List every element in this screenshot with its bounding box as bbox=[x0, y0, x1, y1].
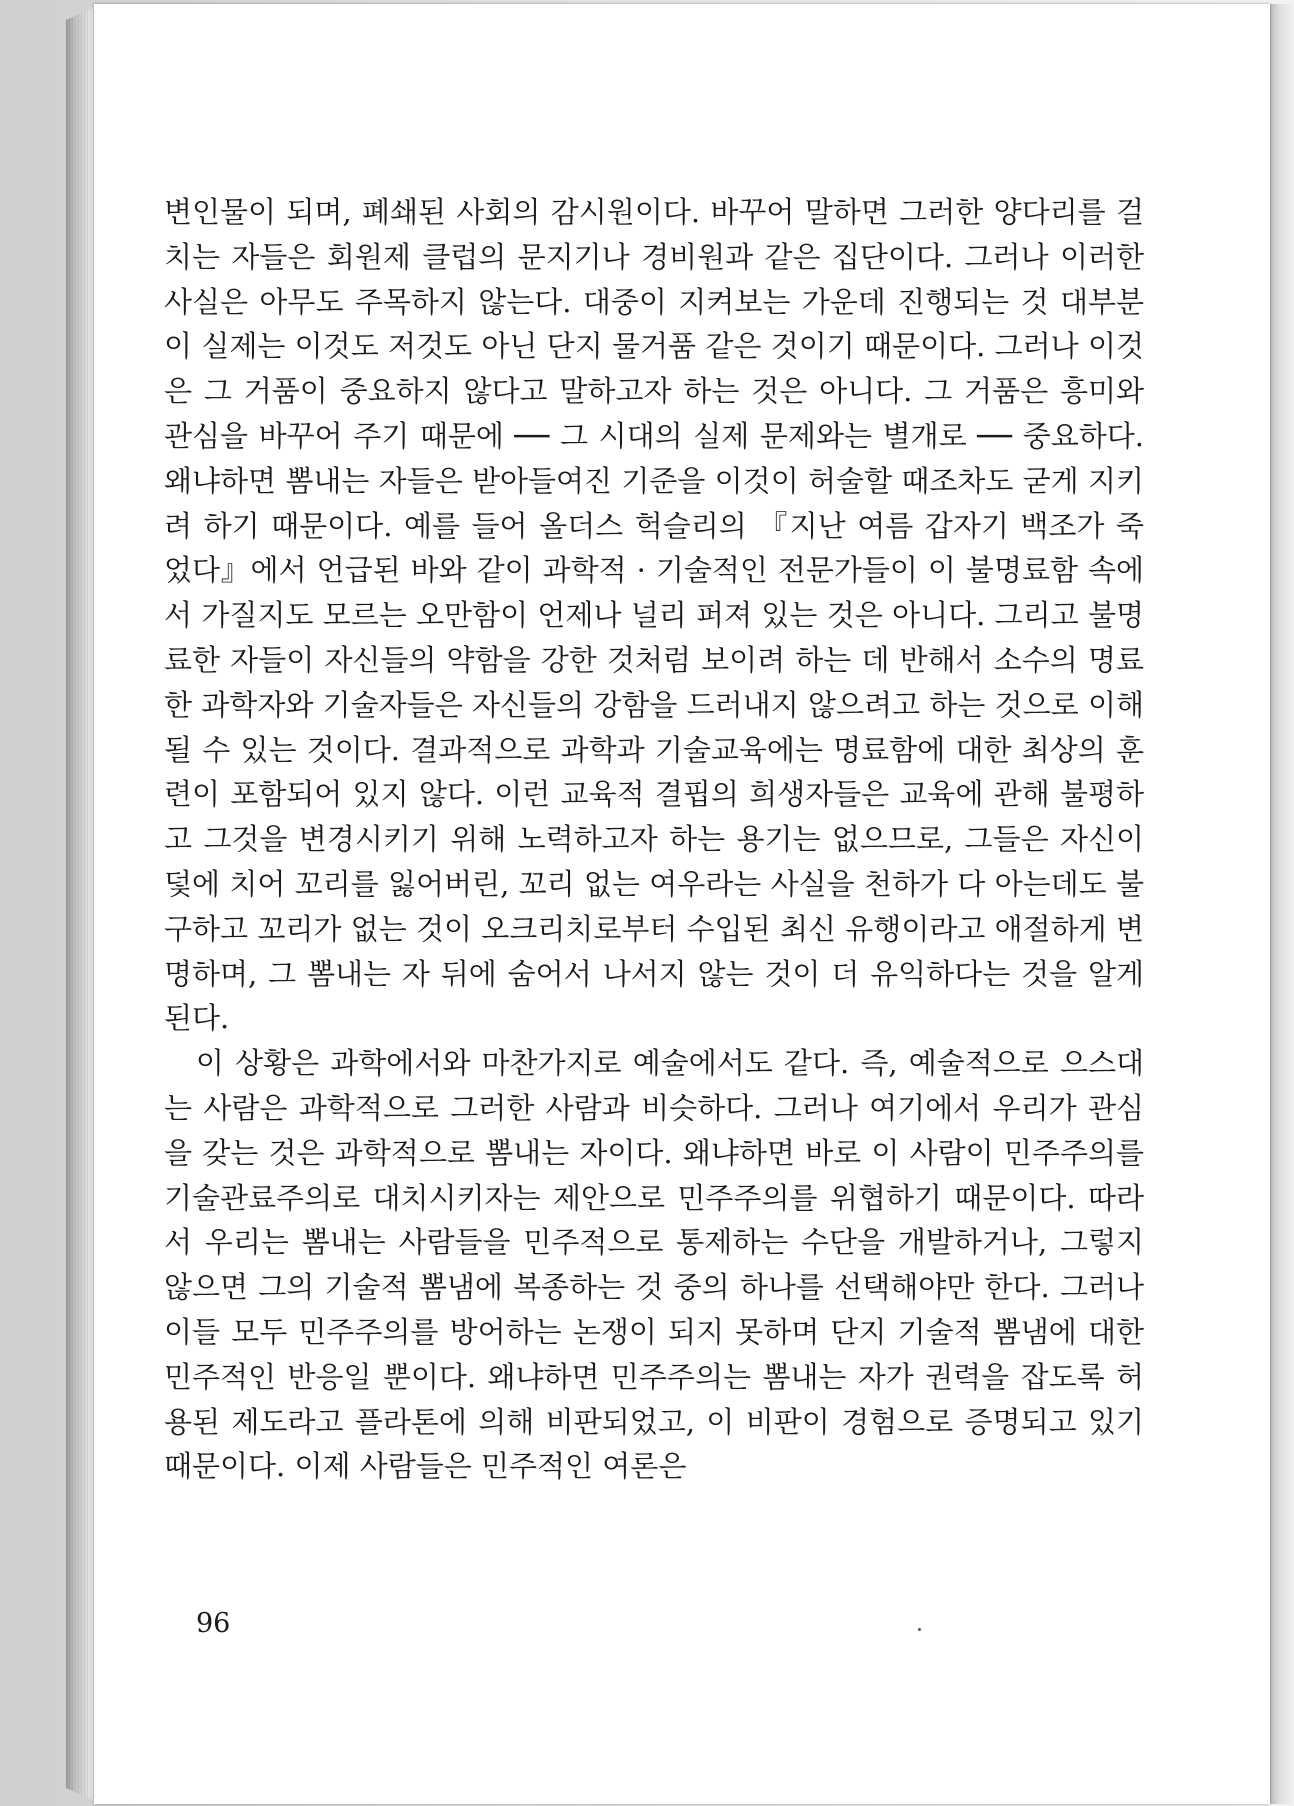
page-body-text bbox=[164, 190, 1144, 1489]
paragraph-1: 변인물이 되며, 폐쇄된 사회의 감시원이다. 바꾸어 말하면 그러한 양다리를 걸치는 자들은 회원제 클럽의 문지기나 경비원과 같은 집단이다. 그러나 이러한 사실은 아무도 주목하지 않는다. 대중이 지켜보는 가운데 진행되는 것 대부분이 실제는 이것도 저것도 아닌 단지 물거품 같은 것이기 때문이다. 그러나 이것은 그 거품이 중요하지 않다고 말하고자 하는 것은 아니다. 그 거품은 흥미와 관심을 바꾸어 주기 때문에 ── 그 시대의 실제 문제와는 별개로 ── 중요하다. 왜냐하면 뽐내는 자들은 받아들여진 기준을 이것이 허술할 때조차도 굳게 지키려 하기 때문이다. 예를 들어 올더스 헉슬리의 『지난 여름 갑자기 백조가 죽었다』에서 언급된 바와 같이 과학적 · 기술적인 전문가들이 이 불명료함 속에서 가질지도 모르는 오만함이 언제나 널리 퍼져 있는 것은 아니다. 그리고 불명료한 자들이 자신들의 약함을 강한 것처럼 보이려 하는 데 반해서 소수의 명료한 과학자와 기술자들은 자신들의 강함을 드러내지 않으려고 하는 것으로 이해될 수 있는 것이다. 결과적으로 과학과 기술교육에는 명료함에 대한 최상의 훈련이 포함되어 있지 않다. 이런 교육적 결핍의 희생자들은 교육에 관해 불평하고 그것을 변경시키기 위해 노력하고자 하는 용기는 없으므로, 그들은 자신이 덫에 치어 꼬리를 잃어버린, 꼬리 없는 여우라는 사실을 천하가 다 아는데도 불구하고 꼬리가 없는 것이 오크리치로부터 수입된 최신 유행이라고 애절하게 변명하며, 그 뽐내는 자 뒤에 숨어서 나서지 않는 것이 더 유익하다는 것을 알게 된다. bbox=[164, 195, 1144, 1036]
page-number: 96 bbox=[196, 1608, 231, 1639]
book-page-stack-lines bbox=[66, 6, 96, 1802]
paragraph-2: 이 상황은 과학에서와 마찬가지로 예술에서도 같다. 즉, 예술적으로 으스대는 사람은 과학적으로 그러한 사람과 비슷하다. 그러나 여기에서 우리가 관심을 갖는 것은 과학적으로 뽐내는 자이다. 왜냐하면 바로 이 사람이 민주주의를 기술관료주의로 대치시키자는 제안으로 민주주의를 위협하기 때문이다. 따라서 우리는 뽐내는 사람들을 민주적으로 통제하는 수단을 개발하거나, 그렇지 않으면 그의 기술적 뽐냄에 복종하는 것 중의 하나를 선택해야만 한다. 그러나 이들 모두 민주주의를 방어하는 논쟁이 되지 못하며 단지 기술적 뽐냄에 대한 민주적인 반응일 뿐이다. 왜냐하면 민주주의는 뽐내는 자가 권력을 잡도록 허용된 제도라고 플라톤에 의해 비판되었고, 이 비판이 경험으로 증명되고 있기 때문이다. 이제 사람들은 민주적인 여론은 bbox=[164, 1046, 1144, 1484]
scan-speck bbox=[918, 1628, 921, 1631]
book-right-edge bbox=[1270, 4, 1294, 1804]
